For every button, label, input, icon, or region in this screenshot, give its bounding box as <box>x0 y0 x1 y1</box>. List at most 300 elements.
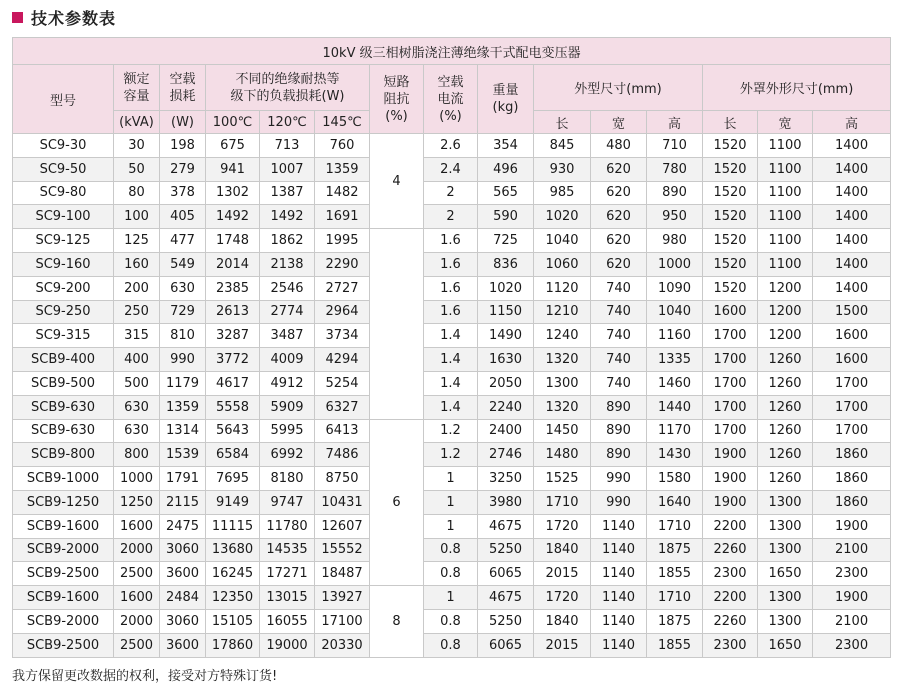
cell-load-loss-120: 2774 <box>260 300 315 324</box>
cell-load-loss-100: 9149 <box>206 490 260 514</box>
header-no-load-loss-unit: (W) <box>160 111 206 134</box>
cell-enclosure-width: 1100 <box>758 157 813 181</box>
cell-enclosure-length: 2300 <box>703 633 758 657</box>
table-row <box>13 490 891 514</box>
cell-capacity: 500 <box>114 371 160 395</box>
cell-no-load-loss: 1179 <box>160 371 206 395</box>
cell-no-load-current: 2 <box>424 181 478 205</box>
cell-load-loss-145: 5254 <box>315 371 370 395</box>
cell-load-loss-145: 10431 <box>315 490 370 514</box>
cell-load-loss-120: 1387 <box>260 181 315 205</box>
cell-no-load-current: 1.2 <box>424 443 478 467</box>
cell-no-load-current: 1.4 <box>424 348 478 372</box>
header-weight: 重量 (kg) <box>478 65 534 134</box>
cell-capacity: 400 <box>114 348 160 372</box>
cell-model: SCB9-2500 <box>13 633 114 657</box>
cell-weight: 5250 <box>478 538 534 562</box>
cell-enclosure-length: 2200 <box>703 586 758 610</box>
cell-weight: 1490 <box>478 324 534 348</box>
cell-load-loss-120: 4912 <box>260 371 315 395</box>
cell-enclosure-length: 1520 <box>703 205 758 229</box>
cell-load-loss-145: 6327 <box>315 395 370 419</box>
cell-enclosure-width: 1300 <box>758 586 813 610</box>
cell-outline-width: 620 <box>591 157 647 181</box>
cell-load-loss-100: 2385 <box>206 276 260 300</box>
cell-enclosure-width: 1260 <box>758 395 813 419</box>
table-row <box>13 586 891 610</box>
cell-model: SCB9-630 <box>13 419 114 443</box>
cell-model: SC9-125 <box>13 229 114 253</box>
cell-outline-height: 1855 <box>647 633 703 657</box>
cell-load-loss-120: 1492 <box>260 205 315 229</box>
cell-capacity: 2000 <box>114 538 160 562</box>
table-row <box>13 562 891 586</box>
cell-outline-height: 1875 <box>647 538 703 562</box>
cell-capacity: 630 <box>114 419 160 443</box>
cell-load-loss-100: 1748 <box>206 229 260 253</box>
cell-weight: 4675 <box>478 586 534 610</box>
cell-load-loss-145: 1691 <box>315 205 370 229</box>
cell-no-load-current: 0.8 <box>424 538 478 562</box>
cell-impedance <box>370 229 424 419</box>
cell-outline-height: 1580 <box>647 467 703 491</box>
cell-load-loss-120: 16055 <box>260 609 315 633</box>
header-no-load-current: 空载 电流 (%) <box>424 65 478 134</box>
cell-load-loss-100: 3287 <box>206 324 260 348</box>
cell-outline-width: 990 <box>591 467 647 491</box>
table-row <box>13 252 891 276</box>
cell-weight: 1020 <box>478 276 534 300</box>
cell-load-loss-120: 2546 <box>260 276 315 300</box>
cell-enclosure-height: 1700 <box>813 371 891 395</box>
cell-outline-height: 1875 <box>647 609 703 633</box>
cell-model: SCB9-2000 <box>13 609 114 633</box>
cell-load-loss-100: 16245 <box>206 562 260 586</box>
table-row <box>13 324 891 348</box>
cell-capacity: 30 <box>114 134 160 158</box>
cell-no-load-loss: 378 <box>160 181 206 205</box>
cell-no-load-loss: 405 <box>160 205 206 229</box>
cell-no-load-current: 0.8 <box>424 562 478 586</box>
cell-load-loss-120: 17271 <box>260 562 315 586</box>
cell-model: SCB9-400 <box>13 348 114 372</box>
cell-load-loss-100: 675 <box>206 134 260 158</box>
cell-outline-length: 1720 <box>534 514 591 538</box>
cell-load-loss-145: 1359 <box>315 157 370 181</box>
cell-load-loss-145: 15552 <box>315 538 370 562</box>
cell-no-load-loss: 2115 <box>160 490 206 514</box>
cell-no-load-current: 1 <box>424 514 478 538</box>
cell-enclosure-width: 1650 <box>758 562 813 586</box>
cell-enclosure-length: 1700 <box>703 419 758 443</box>
cell-capacity: 2500 <box>114 633 160 657</box>
cell-outline-length: 1060 <box>534 252 591 276</box>
cell-enclosure-width: 1100 <box>758 252 813 276</box>
cell-outline-height: 1160 <box>647 324 703 348</box>
cell-outline-length: 1020 <box>534 205 591 229</box>
cell-enclosure-height: 1860 <box>813 467 891 491</box>
cell-load-loss-120: 13015 <box>260 586 315 610</box>
cell-load-loss-100: 7695 <box>206 467 260 491</box>
cell-outline-width: 620 <box>591 229 647 253</box>
cell-no-load-loss: 1359 <box>160 395 206 419</box>
cell-load-loss-145: 18487 <box>315 562 370 586</box>
cell-load-loss-100: 2014 <box>206 252 260 276</box>
cell-capacity: 2500 <box>114 562 160 586</box>
cell-load-loss-100: 6584 <box>206 443 260 467</box>
cell-load-loss-100: 5558 <box>206 395 260 419</box>
cell-load-loss-100: 12350 <box>206 586 260 610</box>
cell-outline-width: 620 <box>591 252 647 276</box>
cell-model: SCB9-1600 <box>13 586 114 610</box>
cell-enclosure-length: 1520 <box>703 276 758 300</box>
cell-outline-length: 1320 <box>534 348 591 372</box>
cell-impedance: 4 <box>370 134 424 229</box>
cell-load-loss-145: 17100 <box>315 609 370 633</box>
cell-outline-width: 1140 <box>591 586 647 610</box>
cell-enclosure-width: 1100 <box>758 205 813 229</box>
cell-enclosure-width: 1200 <box>758 324 813 348</box>
cell-enclosure-width: 1650 <box>758 633 813 657</box>
cell-capacity: 160 <box>114 252 160 276</box>
cell-outline-height: 1335 <box>647 348 703 372</box>
cell-weight: 836 <box>478 252 534 276</box>
cell-capacity: 1000 <box>114 467 160 491</box>
cell-enclosure-length: 1900 <box>703 443 758 467</box>
cell-no-load-current: 2.4 <box>424 157 478 181</box>
cell-load-loss-100: 13680 <box>206 538 260 562</box>
cell-enclosure-length: 1700 <box>703 395 758 419</box>
cell-outline-height: 890 <box>647 181 703 205</box>
cell-outline-length: 985 <box>534 181 591 205</box>
cell-no-load-loss: 810 <box>160 324 206 348</box>
header-temp-100: 100℃ <box>206 111 260 134</box>
cell-weight: 6065 <box>478 633 534 657</box>
cell-no-load-loss: 990 <box>160 348 206 372</box>
cell-outline-width: 480 <box>591 134 647 158</box>
cell-weight: 5250 <box>478 609 534 633</box>
cell-weight: 4675 <box>478 514 534 538</box>
cell-outline-width: 740 <box>591 300 647 324</box>
cell-outline-width: 890 <box>591 419 647 443</box>
header-outline-dimensions: 外型尺寸(mm) <box>534 65 703 111</box>
cell-weight: 6065 <box>478 562 534 586</box>
cell-outline-height: 980 <box>647 229 703 253</box>
table-row <box>13 229 891 253</box>
cell-enclosure-height: 1400 <box>813 252 891 276</box>
header-capacity-unit: (kVA) <box>114 111 160 134</box>
cell-enclosure-height: 1700 <box>813 395 891 419</box>
cell-capacity: 630 <box>114 395 160 419</box>
cell-weight: 725 <box>478 229 534 253</box>
cell-capacity: 100 <box>114 205 160 229</box>
cell-enclosure-height: 1500 <box>813 300 891 324</box>
cell-load-loss-145: 6413 <box>315 419 370 443</box>
table-row <box>13 181 891 205</box>
cell-weight: 354 <box>478 134 534 158</box>
cell-model: SCB9-630 <box>13 395 114 419</box>
cell-load-loss-120: 2138 <box>260 252 315 276</box>
header-outline-width: 宽 <box>591 111 647 134</box>
cell-no-load-current: 1.6 <box>424 252 478 276</box>
cell-outline-width: 990 <box>591 490 647 514</box>
cell-outline-length: 1840 <box>534 538 591 562</box>
cell-no-load-current: 1.6 <box>424 276 478 300</box>
cell-load-loss-145: 2964 <box>315 300 370 324</box>
table-row <box>13 419 891 443</box>
cell-load-loss-100: 1302 <box>206 181 260 205</box>
cell-enclosure-length: 1520 <box>703 134 758 158</box>
header-no-load-loss: 空载 损耗 <box>160 65 206 111</box>
cell-outline-width: 1140 <box>591 538 647 562</box>
cell-outline-height: 1040 <box>647 300 703 324</box>
cell-outline-width: 1140 <box>591 633 647 657</box>
header-enclosure-height: 高 <box>813 111 891 134</box>
cell-enclosure-width: 1300 <box>758 538 813 562</box>
cell-outline-width: 740 <box>591 348 647 372</box>
cell-model: SC9-80 <box>13 181 114 205</box>
header-outline-height: 高 <box>647 111 703 134</box>
cell-no-load-loss: 1791 <box>160 467 206 491</box>
cell-capacity: 1600 <box>114 514 160 538</box>
cell-model: SC9-50 <box>13 157 114 181</box>
cell-outline-height: 1460 <box>647 371 703 395</box>
header-enclosure-length: 长 <box>703 111 758 134</box>
header-model: 型号 <box>13 65 114 134</box>
cell-load-loss-145: 2727 <box>315 276 370 300</box>
cell-enclosure-height: 1860 <box>813 443 891 467</box>
header-impedance: 短路 阻抗 (%) <box>370 65 424 134</box>
cell-enclosure-width: 1100 <box>758 229 813 253</box>
cell-enclosure-width: 1100 <box>758 134 813 158</box>
cell-load-loss-145: 3734 <box>315 324 370 348</box>
cell-load-loss-100: 5643 <box>206 419 260 443</box>
cell-enclosure-width: 1300 <box>758 514 813 538</box>
cell-outline-width: 620 <box>591 205 647 229</box>
cell-model: SC9-30 <box>13 134 114 158</box>
cell-load-loss-120: 8180 <box>260 467 315 491</box>
table-row <box>13 514 891 538</box>
cell-enclosure-height: 1400 <box>813 276 891 300</box>
cell-load-loss-120: 14535 <box>260 538 315 562</box>
cell-no-load-loss: 2475 <box>160 514 206 538</box>
cell-model: SCB9-1600 <box>13 514 114 538</box>
cell-load-loss-145: 12607 <box>315 514 370 538</box>
cell-outline-length: 1720 <box>534 586 591 610</box>
cell-no-load-loss: 477 <box>160 229 206 253</box>
cell-enclosure-width: 1260 <box>758 467 813 491</box>
cell-no-load-loss: 198 <box>160 134 206 158</box>
cell-outline-height: 1000 <box>647 252 703 276</box>
cell-load-loss-145: 760 <box>315 134 370 158</box>
cell-capacity: 2000 <box>114 609 160 633</box>
cell-enclosure-height: 2300 <box>813 562 891 586</box>
cell-outline-length: 1710 <box>534 490 591 514</box>
cell-outline-length: 1300 <box>534 371 591 395</box>
cell-no-load-current: 2.6 <box>424 134 478 158</box>
cell-outline-height: 1710 <box>647 586 703 610</box>
cell-outline-width: 1140 <box>591 514 647 538</box>
cell-load-loss-120: 19000 <box>260 633 315 657</box>
cell-outline-length: 1480 <box>534 443 591 467</box>
cell-no-load-current: 1 <box>424 490 478 514</box>
table-row <box>13 467 891 491</box>
cell-model: SCB9-1250 <box>13 490 114 514</box>
cell-no-load-loss: 1314 <box>160 419 206 443</box>
cell-enclosure-length: 1700 <box>703 324 758 348</box>
cell-load-loss-100: 15105 <box>206 609 260 633</box>
cell-no-load-current: 1.4 <box>424 395 478 419</box>
cell-no-load-current: 1.6 <box>424 229 478 253</box>
header-outline-length: 长 <box>534 111 591 134</box>
table-row <box>13 371 891 395</box>
cell-no-load-current: 0.8 <box>424 633 478 657</box>
cell-outline-height: 1170 <box>647 419 703 443</box>
cell-no-load-loss: 2484 <box>160 586 206 610</box>
cell-outline-height: 1710 <box>647 514 703 538</box>
cell-no-load-loss: 3060 <box>160 538 206 562</box>
header-temp-145: 145℃ <box>315 111 370 134</box>
cell-enclosure-length: 1520 <box>703 181 758 205</box>
header-load-loss: 不同的绝缘耐热等 级下的负载损耗(W) <box>206 65 370 111</box>
cell-enclosure-length: 2200 <box>703 514 758 538</box>
cell-load-loss-120: 713 <box>260 134 315 158</box>
cell-model: SCB9-500 <box>13 371 114 395</box>
cell-no-load-loss: 630 <box>160 276 206 300</box>
cell-outline-length: 1240 <box>534 324 591 348</box>
cell-outline-width: 890 <box>591 443 647 467</box>
cell-enclosure-length: 1700 <box>703 348 758 372</box>
cell-outline-height: 1090 <box>647 276 703 300</box>
cell-no-load-current: 1 <box>424 467 478 491</box>
cell-enclosure-width: 1260 <box>758 371 813 395</box>
cell-load-loss-120: 4009 <box>260 348 315 372</box>
cell-load-loss-120: 9747 <box>260 490 315 514</box>
cell-outline-height: 1640 <box>647 490 703 514</box>
cell-enclosure-height: 1400 <box>813 229 891 253</box>
cell-weight: 565 <box>478 181 534 205</box>
cell-load-loss-120: 6992 <box>260 443 315 467</box>
cell-no-load-loss: 3600 <box>160 562 206 586</box>
table-row <box>13 134 891 158</box>
cell-load-loss-120: 3487 <box>260 324 315 348</box>
table-row <box>13 205 891 229</box>
cell-enclosure-height: 2100 <box>813 609 891 633</box>
cell-weight: 1150 <box>478 300 534 324</box>
cell-load-loss-120: 1007 <box>260 157 315 181</box>
cell-enclosure-width: 1200 <box>758 276 813 300</box>
cell-model: SC9-160 <box>13 252 114 276</box>
cell-weight: 1630 <box>478 348 534 372</box>
cell-outline-length: 930 <box>534 157 591 181</box>
cell-outline-width: 1140 <box>591 562 647 586</box>
cell-model: SC9-250 <box>13 300 114 324</box>
cell-model: SC9-100 <box>13 205 114 229</box>
cell-load-loss-145: 7486 <box>315 443 370 467</box>
cell-load-loss-100: 4617 <box>206 371 260 395</box>
cell-enclosure-height: 1700 <box>813 419 891 443</box>
cell-enclosure-length: 1600 <box>703 300 758 324</box>
cell-weight: 2400 <box>478 419 534 443</box>
cell-outline-height: 1430 <box>647 443 703 467</box>
cell-outline-length: 1210 <box>534 300 591 324</box>
cell-no-load-loss: 3060 <box>160 609 206 633</box>
cell-load-loss-100: 3772 <box>206 348 260 372</box>
cell-enclosure-length: 1520 <box>703 252 758 276</box>
cell-no-load-current: 1.4 <box>424 371 478 395</box>
cell-load-loss-145: 1995 <box>315 229 370 253</box>
cell-outline-width: 1140 <box>591 609 647 633</box>
table-row <box>13 276 891 300</box>
cell-enclosure-height: 1860 <box>813 490 891 514</box>
cell-enclosure-height: 1600 <box>813 324 891 348</box>
table-row <box>13 395 891 419</box>
cell-outline-length: 1120 <box>534 276 591 300</box>
cell-outline-height: 1440 <box>647 395 703 419</box>
cell-weight: 496 <box>478 157 534 181</box>
table-body <box>13 134 891 658</box>
cell-enclosure-width: 1300 <box>758 490 813 514</box>
cell-no-load-current: 1.2 <box>424 419 478 443</box>
cell-outline-length: 1525 <box>534 467 591 491</box>
cell-capacity: 1250 <box>114 490 160 514</box>
cell-outline-length: 2015 <box>534 562 591 586</box>
cell-enclosure-length: 1520 <box>703 229 758 253</box>
cell-outline-height: 780 <box>647 157 703 181</box>
cell-enclosure-length: 1900 <box>703 490 758 514</box>
table-row <box>13 443 891 467</box>
header-enclosure-width: 宽 <box>758 111 813 134</box>
cell-model: SCB9-800 <box>13 443 114 467</box>
cell-capacity: 315 <box>114 324 160 348</box>
cell-outline-width: 620 <box>591 181 647 205</box>
cell-weight: 3980 <box>478 490 534 514</box>
cell-enclosure-height: 1400 <box>813 181 891 205</box>
cell-weight: 2746 <box>478 443 534 467</box>
table-row <box>13 538 891 562</box>
cell-enclosure-length: 1900 <box>703 467 758 491</box>
cell-outline-length: 1040 <box>534 229 591 253</box>
header-capacity: 额定 容量 <box>114 65 160 111</box>
cell-load-loss-100: 17860 <box>206 633 260 657</box>
cell-load-loss-100: 11115 <box>206 514 260 538</box>
cell-load-loss-100: 2613 <box>206 300 260 324</box>
cell-load-loss-145: 13927 <box>315 586 370 610</box>
cell-enclosure-height: 1900 <box>813 586 891 610</box>
cell-load-loss-120: 5995 <box>260 419 315 443</box>
cell-capacity: 50 <box>114 157 160 181</box>
cell-enclosure-length: 2260 <box>703 538 758 562</box>
cell-model: SCB9-2000 <box>13 538 114 562</box>
cell-model: SCB9-2500 <box>13 562 114 586</box>
cell-outline-height: 950 <box>647 205 703 229</box>
cell-weight: 3250 <box>478 467 534 491</box>
cell-enclosure-length: 1700 <box>703 371 758 395</box>
cell-no-load-loss: 1539 <box>160 443 206 467</box>
cell-capacity: 125 <box>114 229 160 253</box>
cell-weight: 2240 <box>478 395 534 419</box>
cell-outline-height: 1855 <box>647 562 703 586</box>
cell-no-load-current: 1 <box>424 586 478 610</box>
cell-enclosure-height: 1600 <box>813 348 891 372</box>
cell-enclosure-length: 2300 <box>703 562 758 586</box>
cell-impedance: 8 <box>370 586 424 657</box>
cell-load-loss-100: 1492 <box>206 205 260 229</box>
cell-no-load-current: 1.4 <box>424 324 478 348</box>
cell-enclosure-height: 1400 <box>813 205 891 229</box>
cell-load-loss-145: 2290 <box>315 252 370 276</box>
table-row <box>13 300 891 324</box>
